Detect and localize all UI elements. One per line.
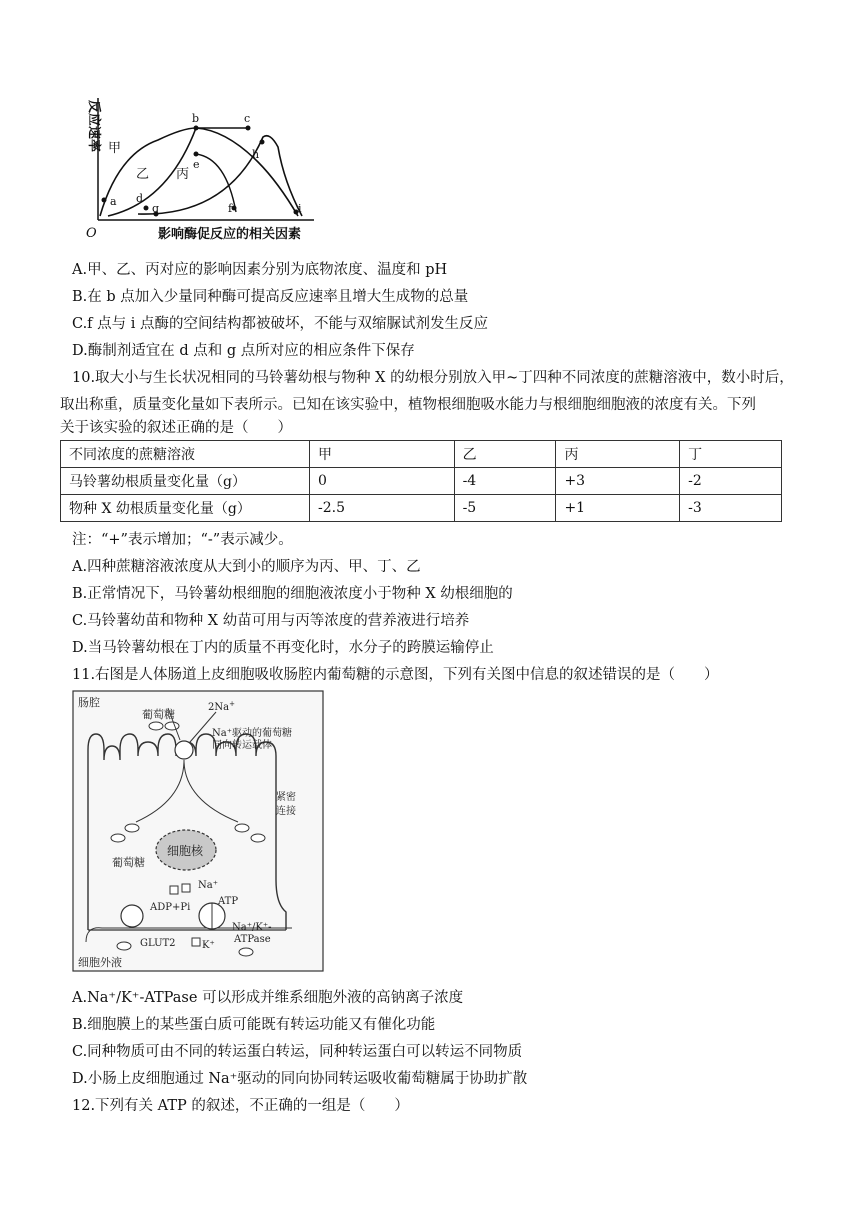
q11-stem: 11.右图是人体肠道上皮细胞吸收肠腔内葡萄糖的示意图，下列有关图中信息的叙述错误的是（ ） bbox=[72, 667, 719, 683]
nucleus-label: 细胞核 bbox=[167, 844, 204, 858]
table-row bbox=[61, 495, 782, 522]
q9-option-a: A.甲、乙、丙对应的影响因素分别为底物浓度、温度和 pH bbox=[72, 262, 448, 278]
point-i: i bbox=[298, 202, 302, 215]
curve-label-yi: 乙 bbox=[136, 167, 150, 182]
na-mid-label: Na⁺ bbox=[198, 880, 218, 891]
glucose-top-label: 葡萄糖 bbox=[142, 708, 175, 721]
glucose-molecule-icon bbox=[239, 948, 253, 956]
curve-bing bbox=[138, 136, 302, 216]
glucose-molecule-icon bbox=[149, 722, 163, 730]
table-cell: -5 bbox=[454, 495, 556, 522]
q11-option-a: A.Na⁺/K⁺-ATPase 可以形成并维系细胞外液的高钠离子浓度 bbox=[72, 990, 464, 1006]
point-d: d bbox=[136, 192, 144, 205]
na-square-icon bbox=[170, 886, 178, 894]
na-square-icon bbox=[182, 884, 190, 892]
table-header-cell: 甲 bbox=[310, 441, 455, 468]
table-cell: -2 bbox=[680, 468, 782, 495]
q12-stem: 12.下列有关 ATP 的叙述，不正确的一组是（ ） bbox=[72, 1098, 409, 1114]
q10-stem-line-2: 取出称重，质量变化量如下表所示。已知在该实验中，植物根细胞吸水能力与根细胞细胞液的浓度有关。下列 bbox=[60, 397, 756, 413]
glucose-molecule-icon bbox=[111, 834, 125, 842]
atpase-label-2: ATPase bbox=[234, 934, 271, 945]
k-label: K⁺ bbox=[202, 940, 215, 951]
point-f: f bbox=[228, 202, 233, 215]
table-cell: -3 bbox=[680, 495, 782, 522]
q10-option-d: D.当马铃薯幼根在丁内的质量不再变化时，水分子的跨膜运输停止 bbox=[72, 640, 494, 656]
enzyme-rate-figure bbox=[78, 92, 378, 252]
table-row bbox=[61, 468, 782, 495]
q9-option-b: B.在 b 点加入少量同种酶可提高反应速率且增大生成物的总量 bbox=[72, 289, 469, 305]
glucose-molecule-icon bbox=[251, 834, 265, 842]
atpase-label-1: Na⁺/K⁺- bbox=[232, 922, 272, 933]
atp-label: ATP bbox=[218, 896, 239, 907]
glucose-left-label: 葡萄糖 bbox=[112, 856, 145, 869]
table-cell: 马铃薯幼根质量变化量（g） bbox=[61, 468, 310, 495]
table-cell: 0 bbox=[310, 468, 455, 495]
table-header-cell: 丁 bbox=[680, 441, 782, 468]
glucose-molecule-icon bbox=[235, 824, 249, 832]
glucose-molecule-icon bbox=[125, 824, 139, 832]
table-header-row bbox=[61, 441, 782, 468]
table-header-cell: 不同浓度的蔗糖溶液 bbox=[61, 441, 310, 468]
q11-option-c: C.同种物质可由不同的转运蛋白转运，同种转运蛋白可以转运不同物质 bbox=[72, 1044, 523, 1060]
point-c: c bbox=[244, 112, 251, 125]
adp-label: ADP+Pi bbox=[150, 902, 191, 913]
q10-option-a: A.四种蔗糖溶液浓度从大到小的顺序为丙、甲、丁、乙 bbox=[72, 559, 421, 575]
table-header-cell: 丙 bbox=[556, 441, 680, 468]
point-b: b bbox=[192, 112, 200, 125]
intestinal-cell-figure bbox=[72, 690, 324, 972]
point-g: g bbox=[152, 202, 160, 215]
x-axis-label: 影响酶促反应的相关因素 bbox=[158, 227, 302, 242]
q10-note: 注：“+”表示增加；“-”表示减少。 bbox=[72, 532, 293, 548]
origin-label: O bbox=[86, 226, 97, 241]
glut2-icon bbox=[121, 905, 143, 927]
curve-label-bing: 丙 bbox=[176, 167, 190, 182]
na-top-label: 2Na+ bbox=[208, 700, 235, 713]
cotransporter-icon bbox=[175, 741, 193, 759]
q11-option-d: D.小肠上皮细胞通过 Na⁺驱动的同向协同转运吸收葡萄糖属于协助扩散 bbox=[72, 1071, 528, 1087]
lumen-label: 肠腔 bbox=[78, 696, 100, 709]
k-square-icon bbox=[192, 938, 200, 946]
q10-option-c: C.马铃薯幼苗和物种 X 幼苗可用与丙等浓度的营养液进行培养 bbox=[72, 613, 470, 629]
point-e: e bbox=[193, 158, 200, 171]
table-cell: +3 bbox=[556, 468, 680, 495]
y-axis-label: 反应速率 bbox=[86, 100, 101, 153]
table-cell: +1 bbox=[556, 495, 680, 522]
table-cell: 物种 X 幼根质量变化量（g） bbox=[61, 495, 310, 522]
point-a: a bbox=[110, 195, 117, 208]
q9-option-d: D.酶制剂适宜在 d 点和 g 点所对应的相应条件下保存 bbox=[72, 343, 415, 359]
table-cell: -4 bbox=[454, 468, 556, 495]
table-cell: -2.5 bbox=[310, 495, 455, 522]
cotransporter-label-2: 同向转运载体 bbox=[212, 740, 272, 751]
q10-option-b: B.正常情况下，马铃薯幼根细胞的细胞液浓度小于物种 X 幼根细胞的 bbox=[72, 586, 513, 602]
q9-option-c: C.f 点与 i 点酶的空间结构都被破坏，不能与双缩脲试剂发生反应 bbox=[72, 316, 489, 332]
q10-stem-line-1: 10.取大小与生长状况相同的马铃薯幼根与物种 X 的幼根分别放入甲~丁四种不同浓度的蔗糖溶液中，数小时后， bbox=[72, 370, 794, 386]
glut2-label: GLUT2 bbox=[140, 938, 176, 949]
q10-stem-line-3: 关于该实验的叙述正确的是（ ） bbox=[60, 420, 292, 436]
point-h: h bbox=[252, 148, 260, 161]
tight-junction-label-2: 连接 bbox=[276, 806, 296, 817]
curve-label-jia: 甲 bbox=[108, 141, 122, 156]
cotransporter-label-1: Na⁺驱动的葡萄糖 bbox=[212, 728, 292, 739]
extracellular-fluid-label: 细胞外液 bbox=[78, 956, 122, 969]
table-header-cell: 乙 bbox=[454, 441, 556, 468]
sucrose-table bbox=[60, 440, 782, 522]
glucose-molecule-icon bbox=[165, 722, 179, 730]
curve-jia bbox=[100, 128, 248, 216]
tight-junction-label-1: 紧密 bbox=[276, 792, 296, 803]
q11-option-b: B.细胞膜上的某些蛋白质可能既有转运功能又有催化功能 bbox=[72, 1017, 436, 1033]
glucose-molecule-icon bbox=[117, 942, 131, 950]
